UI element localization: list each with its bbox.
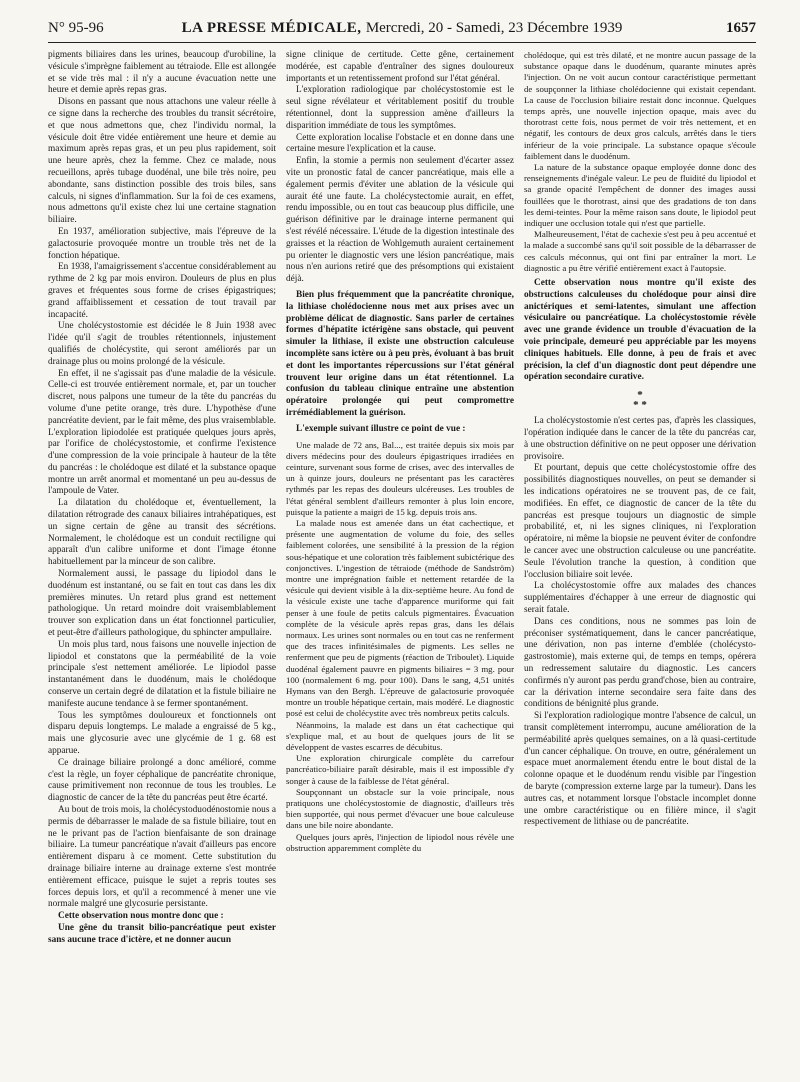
paragraph: Cette exploration localise l'obstacle et en donne dans une certaine mesure l'explication et la cause. [286,132,514,155]
case-paragraph: La nature de la substance opaque employée donne donc des renseignements d'inégale valeur. Le peu de fluidité du lipiodol et sa grande opacité l'empêchent de donner des images aussi fouillées que le thorotrast, ainsi que des gradations de ton dans les demi-teintes. Pour la même raison sans doute, le lipiodol peut indiquer une occlusion totale qui n'est que partielle. [524,162,756,229]
header-rule [48,42,756,43]
case-report [286,440,514,855]
separator-stars-bottom: * * [633,399,647,412]
bold-paragraph: Cette observation nous montre qu'il existe des obstructions calculeuses du cholédoque pour ainsi dire anictériques et semi-latentes, simulant une affection vésiculaire ou pancréatique. La cholécystostomie révèle avec une grande évidence un trouble d'évacuation de la voie principale, demeuré peu appréciable par les moyens cliniques habituels. Elle donne, à peu de frais et avec précision, la clef d'un diagnostic dont peut dépendre une opération secondaire curative. [524,278,756,383]
bold-paragraph: Bien plus fréquemment que la pancréatite chronique, la lithiase cholédocienne nous met aux prises avec un problème délicat de diagnostic. Sans parler de certaines formes d'hépatite ictérigène sans obstacle, qui peuvent simuler la lithiase, il existe une obstruction calculeuse incomplète sans ictère ou à peu près, évoluant à bas bruit et dont les importantes répercussions sur l'état général trouvent leur origine dans un état rétentionnel. La confusion du tableau clinique entraîne une abstention opératoire prolongée qui peut compromettre irrémédiablement la guérison. [286,289,514,418]
paragraph: Enfin, la stomie a permis non seulement d'écarter assez vite un pronostic fatal de cancer pancréatique, mais elle a également permis d'éviter une ablation de la vésicule qui aurait été une faute. La cholécystectomie aurait, en effet, rendu impossible, ou en tout cas beaucoup plus difficile, une guérison définitive par le drainage interne permanent qui s'est révélé nécessaire. L'étude de la digestion intestinale des graisses et la réaction de Wohlgemuth auraient certainement pu orienter le diagnostic vers une lésion pancréatique, mais nous n'en aurions retiré que des présomptions qui existaient déjà. [286,156,514,285]
column-3 [524,50,756,1072]
paragraph: La dilatation du cholédoque et, éventuellement, la dilatation rétrograde des canaux biliaires intrahépatiques, est un signe certain de gêne au transit des sécrétions. Normalement, le cholédoque est un conduit rectiligne qui apparaît d'un calibre uniforme et dont l'image étonne habituellement par la minceur de son calibre. [48,498,276,568]
running-title [48,16,756,40]
column-2 [286,50,514,1072]
case-report-continued [524,50,756,274]
section-separator [524,390,756,410]
paragraph: Dans ces conditions, nous ne sommes pas loin de préconiser systématiquement, dans le cancer pancréatique, une dérivation, non pas interne d'emblée (cholécysto-gastrostomie), mais externe qui, de temps en temps, opérera un redressement salutaire du diagnostic. Les cancers confirmés n'y auront pas perdu grand'chose, bien au contraire, car la dérivation interne secondaire sera faite dans des conditions de bénignité plus grande. [524,616,756,710]
bold-paragraph: Cette observation nous montre donc que : [58,911,224,922]
paragraph: La cholécystostomie offre aux malades des chances supplémentaires d'échapper à une erreur de diagnostic qui serait fatale. [524,581,756,615]
paragraph: En effet, il ne s'agissait pas d'une maladie de la vésicule. Celle-ci est trouvée entièrement normale, et, par un toucher discret, nous palpons une tumeur de la tête du pancréas du volume d'une petite orange, très dure. L'hypothèse d'une pancréatite devient, par le fait même, des plus vraisemblable. L'exploration lipiodolée est pratiquée quelques jours après, par l'orifice de cholécystostomie, et confirme l'existence d'une compression de la voie principale à hauteur de la tête du pancréas : le cholédoque est dilaté et la substance opaque montre un arrêt anormal et momentané un peu au-dessus de l'ampoule de Vater. [48,368,276,497]
paragraph: Un mois plus tard, nous faisons une nouvelle injection de lipiodol et constatons que la perméabilité de la voie principale s'est nettement améliorée. Le lipiodol passe instantanément dans le duodénum, mais le cholédoque conserve un certain degré de dilatation et la fistule biliaire ne manifeste aucune tendance à se fermer spontanément. [48,639,276,709]
bold-paragraph: L'exemple suivant illustre ce point de vue : [296,423,466,434]
case-paragraph: Une malade de 72 ans, Bal..., est traitée depuis six mois par divers médecins pour des douleurs épigastriques irradiées en ceinture, survenant sous forme de crises, avec des intervalles de un à quinze jours, douleurs ne présentant pas les caractères rythmés par les repas des douleurs ulcéreuses. Les troubles de l'état général semblent d'ailleurs remonter à plus loin encore, puisque la patiente a maigri de 15 kg. depuis trois ans. [286,439,514,517]
paragraph: Disons en passant que nous attachons une valeur réelle à ce signe dans la recherche des troubles du transit sécrétoire, et que nous admettons que, chez l'individu normal, la vésicule doit être vidée entièrement une heure et demie au maximum après repas gras, et un peu plus rapidement, soit une heure après, chez la femme. Chez ce malade, nous recueillons, après tubage duodénal, une bile très noire, peu abondante, sans distinction possible des trois biles, sans calculs, ni signes d'inflammation. Sur la foi de ces examens, nous admettons qu'il existe chez lui une certaine stagnation biliaire. [48,97,276,226]
paragraph: signe clinique de certitude. Cette gêne, certainement modérée, est capable d'entraîner des signes douloureux importants et un retentissement profond sur l'état général. [286,50,514,84]
case-paragraph: Soupçonnant un obstacle sur la voie principale, nous pratiquons une cholécystostomie de diagnostic, d'ailleurs très bien supportée, qui nous permet d'évacuer une boue calculeuse dans une bile noire abondante. [286,786,514,831]
paragraph: Tous les symptômes douloureux et fonctionnels ont disparu depuis longtemps. Le malade a engraissé de 5 kg., mais une glycosurie avec une glycémie de 1 g. 68 est apparue. [48,710,276,757]
paragraph: pigments biliaires dans les urines, beaucoup d'urobiline, la vésicule s'imprègne faiblement au tétraiode. Elle est allongée et se vide très mal : il n'y a aucune évacuation nette une heure et demie après repas gras. [48,50,276,96]
case-paragraph: Néanmoins, la malade est dans un état cachectique qui s'explique mal, et au bout de quelques jours de lit se développent de vastes escarres de décubitus. [286,719,514,752]
paragraph: En 1937, amélioration subjective, mais l'épreuve de la galactosurie provoquée montre un trouble très net de la fonction hépatique. [48,226,276,261]
issue-date: Mercredi, 20 - Samedi, 23 Décembre 1939 [365,20,623,36]
separator-star-top: * [637,389,643,402]
paragraph: Normalement aussi, le passage du lipiodol dans le duodénum est instantané, ou se fait en tout cas dans les dix premières minutes. Un retard plus grand est nettement pathologique. Un retard moindre doit vraisemblablement trouver son explication dans un état fonctionnel particulier, et peut-être d'ailleurs pathologique, du sphincter ampullaire. [48,569,276,639]
page-header [48,16,756,40]
paragraph: L'exploration radiologique par cholécystostomie est le seul signe révélateur et véritablement positif du trouble rétentionnel, dont la suppression amène d'ailleurs la disparition immédiate de tous les symptômes. [286,85,514,131]
paragraph: Une cholécystostomie est décidée le 8 Juin 1938 avec l'idée qu'il s'agit de troubles rétentionnels, injustement qualifiés de cholécystite, qui seront améliorés par un drainage plus ou moins prolongé de la vésicule. [48,321,276,367]
case-paragraph: cholédoque, qui est très dilaté, et ne montre aucun passage de la substance opaque dans le duodénum, quarante minutes après l'injection. On ne voit aucun contour caractéristique permettant de soupçonner la lithiase cholédocienne qui existait cependant. La cause de l'occlusion biliaire restait donc inconnue. Quelques temps après, une nouvelle injection opaque, mais avec du thorotrast cette fois, nous permet de voir très nettement, et en négatif, les contours de deux gros calculs, arrêtés dans le tiers inférieur de la voie principale. La substance opaque s'écoule faiblement dans le duodénum. [524,50,756,161]
case-paragraph: Une exploration chirurgicale complète du carrefour pancréatico-biliaire paraît désirable, mais il est impossible d'y songer à cause de la faiblesse de l'état général. [286,753,514,786]
page-number: 1657 [726,20,756,36]
case-paragraph: La malade nous est amenée dans un état cachectique, et présente une augmentation de volume du foie, des selles faiblement colorées, une sensibilité à la pression de la région sous-hépatique et une coloration très faiblement subictérique des conjonctives. L'ingestion de tétraiode (méthode de Sandström) montre une imprégnation faible et nettement retardée de la vésicule qui devient visible à la dix-septième heure. Au fond de la vésicule existe une tache d'apparence muriforme qui fait penser à une foule de petits calculs pigmentaires. Évacuation complète de la vésicule après repas gras, dans les délais normaux. Les urines sont normales ou en tout cas ne renferment que des traces infinitésimales de pigments. Les selles ne renferment que peu de pigments (réaction de Triboulet). Liquide duodénal également pauvre en pigments biliaires = 3 mg. pour 100 (normalement 6 mg. pour 100). Dans le sang, 4,51 unités Hymans van den Bergh. L'épreuve de galactosurie provoquée montre un trouble hépatique certain, mais modéré. Le diagnostic posé est celui de cholécystite avec très nombreux petits calculs. [286,517,514,719]
case-paragraph: Malheureusement, l'état de cachexie s'est peu à peu accentué et la malade a succombé sans qu'il soit possible de la débarrasser de ces calculs méconnus, qui ont fini par entraîner la mort. Le diagnostic a pu être vérifié entièrement exact à l'autopsie. [524,229,756,273]
paragraph: Ce drainage biliaire prolongé a donc amélioré, comme c'est la règle, un foyer céphalique de pancréatite chronique, cause primitivement non reconnue de tous les troubles. Le diagnostic de cancer de la tête du pancréas peut être écarté. [48,757,276,804]
journal-name: LA PRESSE MÉDICALE, [181,20,362,36]
paragraph: Et pourtant, depuis que cette cholécystostomie offre des possibilités diagnostiques nouvelles, on peut se demander si les indications opératoires ne se trouvent pas, de ce fait, modifiées. En effet, ce diagnostic de cancer de la tête du pancréas est presque toujours un diagnostic de simple probabilité, et, ni les signes cliniques, ni l'exploration opératoire, ni même la biopsie ne peuvent éviter de confondre le cancer avec une obstruction calculeuse ou une pancréatite. Seule l'évolution tranche la question, à condition que l'occlusion biliaire soit levée. [524,463,756,580]
column-1 [48,50,276,1072]
case-paragraph: Quelques jours après, l'injection de lipiodol nous révèle une obstruction apparemment complète du [286,831,514,853]
issue-number: N° 95-96 [48,20,104,36]
paragraph: La cholécystostomie n'est certes pas, d'après les classiques, l'opération indiquée dans le cancer de la tête du pancréas car, à une obstruction définitive on ne peut opposer une dérivation provisoire. [524,416,756,462]
paragraph: Si l'exploration radiologique montre l'absence de calcul, un transit complètement interrompu, aucune amélioration de la perméabilité après quelques semaines, on a là quasi-certitude d'un cancer céphalique. On trouve, en outre, généralement un espace muet anormalement étendu entre le bout distal de la colonne opaque et le duodénum rendu visible par l'ingestion de baryte (compression externe large par la tumeur). Dans les autres cas, et notamment lorsque l'obstacle incomplet donne une ombre caractéristique ou en filière mince, il s'agit respectivement de lithiase ou de pancréatite. [524,711,756,828]
paragraph: Au bout de trois mois, la cholécystoduodénostomie nous a permis de débarrasser le malade de sa fistule biliaire, tout en ne le privant pas de l'action bienfaisante de son drainage biliaire. La tumeur pancréatique n'avait d'ailleurs pas encore entièrement disparu à ce moment. Cette substitution du drainage biliaire interne au drainage externe s'est montrée entièrement efficace, puisque le sujet a repris toutes ses forces depuis lors, et qu'il a recommencé à mener une vie normale malgré une glycosurie persistante. [48,805,276,910]
bold-paragraph: Une gêne du transit bilio-pancréatique peut exister sans aucune trace d'ictère, et ne donner aucun [48,922,276,945]
paragraph: En 1938, l'amaigrissement s'accentue considérablement au rythme de 2 kg par mois environ. Douleurs de plus en plus graves et fréquentes sous forme de crises épigastriques; grand affaiblissement et cessation de tout travail par incapacité. [48,262,276,320]
